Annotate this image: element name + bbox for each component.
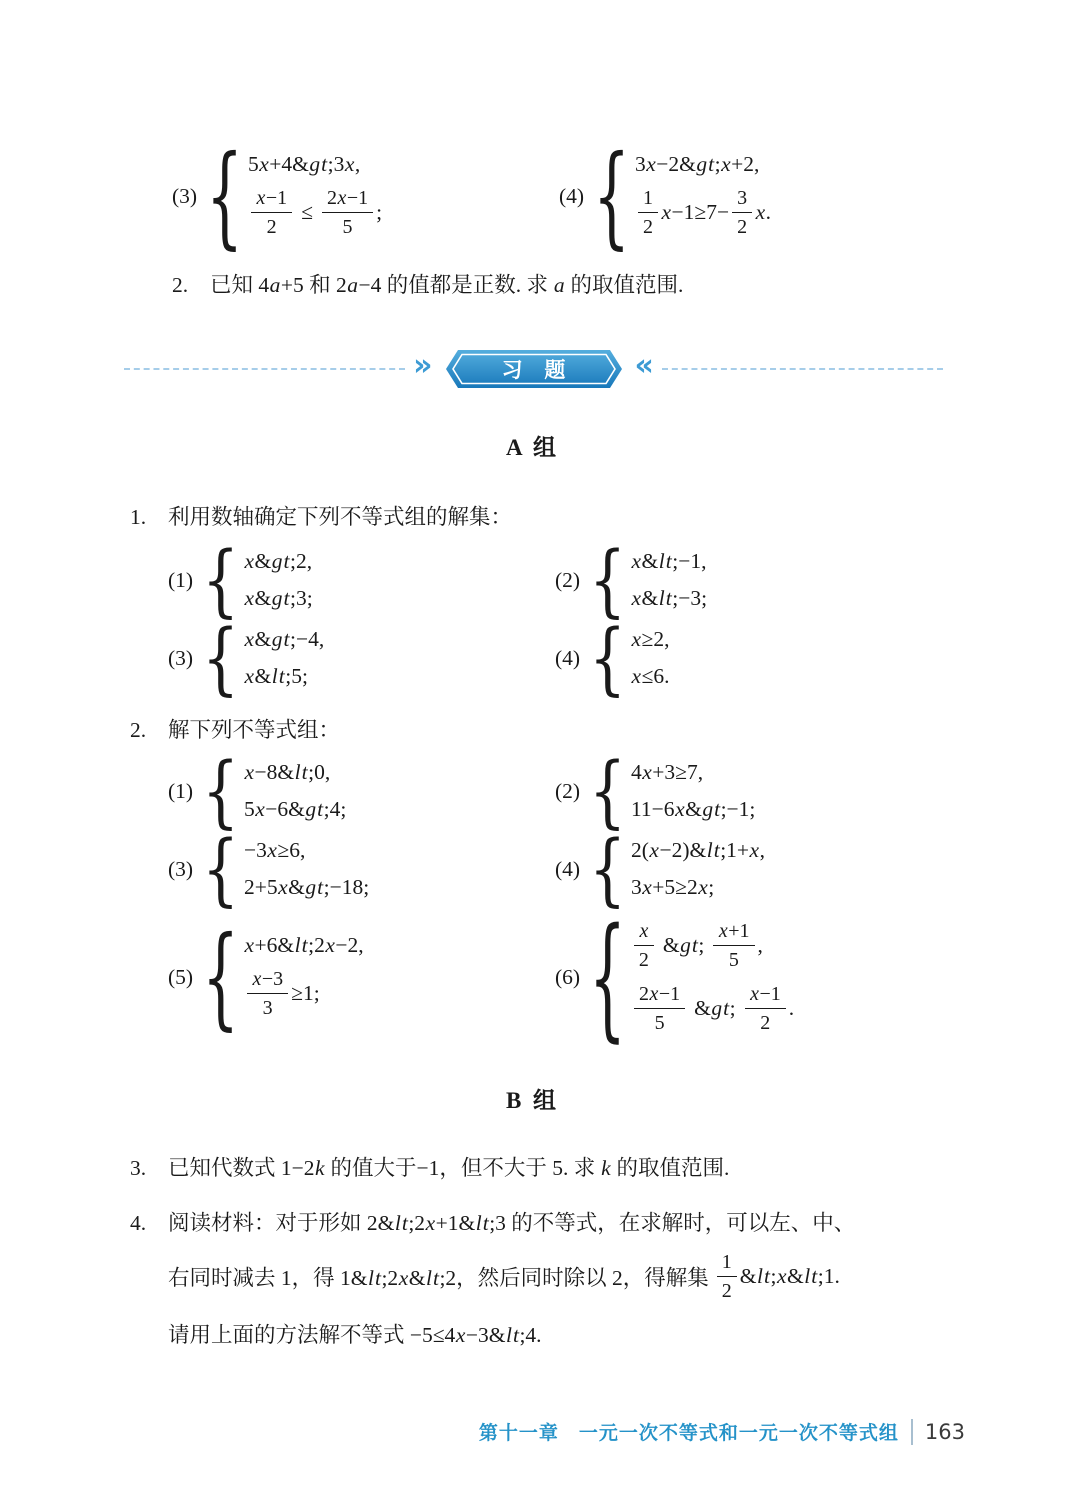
inequality-line [631, 918, 763, 973]
system-label: (1) [168, 778, 194, 803]
expression-middle: x−1≥7− [661, 200, 730, 224]
line-terminator: ; [376, 200, 383, 224]
fraction-denominator: 2 [642, 216, 653, 238]
item-number: 1. [130, 505, 147, 529]
fraction [745, 981, 786, 1036]
inequality-line: x≥2, [631, 627, 670, 651]
system-label: (2) [555, 778, 581, 803]
inequality-system [168, 745, 555, 837]
exercise-2-systems [168, 745, 1065, 915]
inequality-line: 11−6x&gt;−1; [630, 797, 756, 821]
inequality-line: 5x+4&gt;3x, [247, 152, 361, 176]
inequality-system-6 [555, 898, 1065, 1056]
left-brace: { [202, 823, 239, 915]
relation-symbol: &gt; [694, 996, 736, 1020]
left-brace: { [202, 912, 239, 1042]
inequality-line: 3x−2&gt;x+2, [634, 152, 760, 176]
system-lines [244, 760, 346, 822]
inequality-line [631, 981, 794, 1036]
fraction [638, 185, 658, 240]
inequality-line: x&gt;2, [244, 549, 313, 573]
system-lines [631, 918, 794, 1036]
inequality-line: 4x+3≥7, [630, 760, 704, 784]
inequality-system-3 [172, 131, 559, 261]
left-brace: { [202, 534, 239, 626]
relation-symbol: &gt; [662, 933, 705, 957]
fraction-denominator: 5 [728, 949, 739, 971]
fraction-denominator: 5 [654, 1012, 665, 1034]
inequality-line: x≤6. [631, 664, 670, 688]
inequality-line: x&gt;−4, [244, 627, 325, 651]
fraction [713, 918, 754, 973]
left-brace: { [589, 823, 626, 915]
exercise-4-line-3: 请用上面的方法解不等式 −5≤4x−3&lt;4. [168, 1323, 542, 1347]
exercises-divider [124, 349, 943, 389]
fraction-numerator: 3 [732, 185, 752, 213]
fraction-denominator: 5 [342, 216, 353, 238]
system-label: (6) [555, 964, 581, 989]
left-brace: { [589, 898, 626, 1056]
exercise-4-line-2 [168, 1249, 1065, 1304]
fraction-numerator: x [634, 918, 654, 946]
dashed-line-right [662, 368, 943, 370]
system-label: (3) [172, 183, 198, 208]
system-lines [635, 152, 771, 240]
line-terminator: , [757, 933, 763, 957]
inequality-line: x+6&lt;2x−2, [244, 933, 364, 957]
fraction-numerator: x−3 [247, 966, 288, 994]
fraction-numerator: x−1 [745, 981, 786, 1009]
inequality-system [168, 823, 555, 915]
page-footer [479, 1418, 965, 1445]
system-label: (4) [555, 645, 581, 670]
fraction-numerator: x−1 [251, 185, 292, 213]
fraction-numerator: 1 [638, 185, 658, 213]
line-terminator: . [788, 996, 795, 1020]
exercise-4-line-1 [130, 1206, 1065, 1237]
inequality-system-5 [168, 912, 555, 1042]
dashed-line-left [124, 368, 405, 370]
fraction [634, 981, 685, 1036]
system-lines [631, 838, 765, 900]
exercise-1-prompt [130, 500, 1065, 531]
fraction-denominator: 2 [638, 949, 649, 971]
chapter-title: 第十一章 一元一次不等式和一元一次不等式组 [478, 1423, 899, 1444]
left-brace: { [202, 745, 239, 837]
system-label: (5) [168, 964, 194, 989]
fraction [322, 185, 373, 240]
fraction-numerator: 1 [717, 1249, 737, 1277]
inequality-system [555, 612, 1065, 704]
inequality-line: x&lt;5; [244, 664, 308, 688]
inequality-line: x&lt;−3; [631, 586, 708, 610]
inequality-line [244, 966, 320, 1021]
intro-systems-row [172, 131, 1065, 261]
system-lines [244, 838, 369, 900]
system-label: (4) [555, 856, 581, 881]
inequality-line: 3x+5≥2x; [630, 875, 715, 899]
page-number: 163 [924, 1419, 965, 1444]
item-text: &lt;x&lt;1. [739, 1264, 840, 1288]
left-brace: { [589, 534, 626, 626]
line-terminator: ≥1; [291, 981, 320, 1005]
intro-section [0, 131, 1065, 299]
item-number: 4. [130, 1211, 147, 1235]
fraction [251, 185, 292, 240]
exercise-2-prompt [130, 713, 1065, 744]
inequality-line: x&gt;3; [244, 586, 313, 610]
inequality-line: 2(x−2)&lt;1+x, [630, 838, 765, 862]
item-text: 已知 4a+5 和 2a−4 的值都是正数. 求 a 的取值范围. [210, 273, 684, 297]
system-label: (3) [168, 856, 194, 881]
system-lines [248, 152, 382, 240]
inequality-line: −3x≥6, [243, 838, 306, 862]
left-brace: { [593, 131, 630, 261]
fraction-denominator: 2 [266, 216, 277, 238]
inequality-line: 2+5x&gt;−18; [243, 875, 370, 899]
group-b-heading: B 组 [505, 1088, 560, 1113]
left-brace: { [589, 745, 626, 837]
relation-symbol: ≤ [301, 200, 313, 224]
exercise-1-systems [168, 534, 1065, 704]
system-lines [631, 760, 755, 822]
left-brace: { [206, 131, 243, 261]
intro-question-2 [172, 268, 1065, 299]
inequality-line: x&lt;−1, [631, 549, 707, 573]
exercise-2-systems-fractions [168, 898, 1065, 1056]
system-lines [244, 933, 364, 1021]
fraction-numerator: 2x−1 [634, 981, 685, 1009]
fraction [732, 185, 752, 240]
system-label: (2) [555, 567, 581, 592]
chevron-left-icon: « [634, 348, 654, 383]
system-label: (4) [559, 183, 585, 208]
inequality-system [555, 823, 1065, 915]
item-number: 3. [130, 1156, 147, 1180]
exercises-banner-label: 习 题 [501, 359, 574, 382]
system-lines [244, 549, 313, 611]
system-lines [631, 627, 669, 689]
inequality-line [248, 185, 382, 240]
fraction-numerator: 2x−1 [322, 185, 373, 213]
inequality-system [555, 745, 1065, 837]
inequality-system [168, 534, 555, 626]
item-text: 阅读材料：对于形如 2&lt;2x+1&lt;3 的不等式，在求解时，可以左、中、 [168, 1211, 856, 1235]
footer-divider [911, 1419, 913, 1445]
inequality-system [168, 612, 555, 704]
item-text: 解下列不等式组： [168, 718, 341, 742]
group-a-heading: A 组 [505, 435, 560, 460]
item-number: 2. [130, 718, 147, 742]
item-text: 右同时减去 1，得 1&lt;2x&lt;2，然后同时除以 2，得解集 [168, 1266, 709, 1290]
system-label: (3) [168, 645, 194, 670]
fraction [634, 918, 654, 973]
left-brace: { [202, 612, 239, 704]
line-terminator: x. [755, 200, 772, 224]
system-label: (1) [168, 567, 194, 592]
system-lines [631, 549, 707, 611]
left-brace: { [589, 612, 626, 704]
chevron-right-icon: » [413, 348, 433, 383]
item-text: 利用数轴确定下列不等式组的解集： [168, 505, 513, 529]
exercises-banner [445, 349, 623, 389]
inequality-system-4 [559, 131, 1065, 261]
inequality-line: x−8&lt;0, [244, 760, 331, 784]
inequality-system [555, 534, 1065, 626]
exercise-3 [130, 1151, 1065, 1182]
inequality-line: 5x−6&gt;4; [243, 797, 347, 821]
item-number: 2. [172, 273, 189, 297]
item-text: 已知代数式 1−2k 的值大于−1，但不大于 5. 求 k 的取值范围. [168, 1156, 730, 1180]
fraction-denominator: 2 [760, 1012, 771, 1034]
fraction [717, 1249, 737, 1304]
inequality-line [635, 185, 771, 240]
system-lines [244, 627, 324, 689]
fraction-denominator: 2 [737, 216, 748, 238]
fraction [247, 966, 288, 1021]
fraction-numerator: x+1 [713, 918, 754, 946]
fraction-denominator: 3 [262, 997, 273, 1019]
fraction-denominator: 2 [721, 1280, 732, 1302]
